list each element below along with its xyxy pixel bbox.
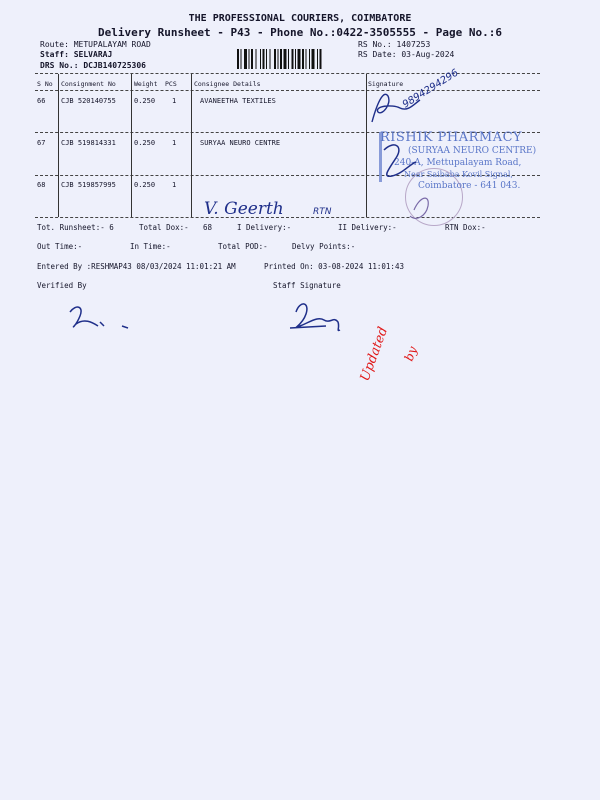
barcode-bar [270, 49, 271, 69]
staff-value: SELVARAJ [73, 50, 113, 59]
updated-note-line1: Updated [357, 325, 392, 384]
total-dox-value: 68 [203, 223, 213, 232]
barcode-bar [249, 49, 250, 69]
rs-no-value: 1407253 [396, 40, 431, 49]
route-label: Route: [40, 40, 69, 49]
row-sno: 66 [37, 97, 46, 105]
receiver-name-handwriting: V. Geerth [204, 199, 284, 219]
barcode-bar [292, 49, 294, 69]
barcode-bar [260, 49, 261, 69]
stamp-line: (SURYAA NEURO CENTRE) [408, 146, 537, 156]
rs-date-value: 03-Aug-2024 [401, 50, 455, 59]
drs-value: DCJB140725306 [83, 61, 146, 70]
rs-no-line [358, 40, 430, 49]
row-weight: 0.250 [134, 97, 156, 105]
tot-runsheet: Tot. Runsheet:- 6 [37, 223, 114, 232]
total-dox-label: Total Dox:- [139, 223, 189, 232]
row-consignment: CJB 519857995 [61, 181, 116, 189]
rs-date-line [358, 50, 454, 59]
barcode-bar [274, 49, 276, 69]
staff-label: Staff: [40, 50, 69, 59]
signature-row-66 [372, 94, 420, 122]
barcode-bar [241, 49, 242, 69]
barcode-bar [280, 49, 282, 69]
rs-date-label: RS Date: [358, 50, 397, 59]
i-delivery: I Delivery:- [237, 223, 292, 232]
verified-by-label: Verified By [37, 281, 87, 290]
out-time: Out Time:- [37, 242, 83, 251]
table-top-rule [35, 73, 540, 74]
header-pcs: PCS [165, 80, 177, 88]
pharmacy-stamp [376, 130, 556, 195]
header-signature: Signature [368, 80, 404, 88]
row-pcs: 1 [172, 139, 177, 147]
row-consignee: SURYAA NEURO CENTRE [200, 139, 281, 147]
barcode-bar [284, 49, 287, 69]
drs-label: DRS No.: [40, 61, 79, 70]
barcode-bar [295, 49, 296, 69]
barcode-bar [256, 49, 257, 69]
phone-handwriting: 9894294296 [400, 67, 461, 111]
stamp-line: RISHIK PHARMACY [380, 130, 523, 145]
barcode-bar [306, 49, 307, 69]
barcode-bar [263, 49, 265, 69]
stamp-line: Near Saibaba Kovil Signal, [404, 170, 513, 179]
staff-signature [290, 304, 340, 331]
column-divider [131, 74, 132, 217]
barcode-bar [312, 49, 315, 69]
stamp-line: 240-A, Mettupalayam Road, [394, 158, 522, 168]
row-pcs: 1 [172, 97, 177, 105]
table-header-rule [35, 90, 540, 91]
in-time: In Time:- [130, 242, 171, 251]
rs-no-label: RS No.: [358, 40, 392, 49]
staff-signature-label: Staff Signature [273, 281, 341, 290]
column-divider [191, 74, 192, 217]
staff-line [40, 50, 112, 59]
header-weight: Weight [134, 80, 158, 88]
barcode-bar [244, 49, 247, 69]
rtn-dox: RTN Dox:- [445, 223, 486, 232]
drs-line [40, 61, 146, 70]
delvy-points: Delvy Points:- [292, 242, 356, 251]
row-weight: 0.250 [134, 181, 156, 189]
barcode-bar [320, 49, 322, 69]
company-title: THE PROFESSIONAL COURIERS, COIMBATORE [188, 13, 412, 24]
row-consignee: AVANEETHA TEXTILES [200, 97, 276, 105]
table-bottom-rule [35, 217, 540, 218]
updated-note-line2: by [401, 344, 420, 364]
barcode-bar [266, 49, 267, 69]
column-divider [58, 74, 59, 217]
barcode-bar [251, 49, 253, 69]
stamp-line: Coimbatore - 641 043. [418, 181, 521, 191]
barcode-bar [288, 49, 289, 69]
entered-by: Entered By :RESHMAP43 08/03/2024 11:01:21 AM [37, 262, 236, 271]
ii-delivery: II Delivery:- [338, 223, 397, 232]
header-consignee: Consignee Details [194, 80, 261, 88]
barcode-bar [237, 49, 239, 69]
row-consignment: CJB 520140755 [61, 97, 116, 105]
verified-by-signature [70, 307, 128, 328]
runsheet-subtitle: Delivery Runsheet - P43 - Phone No.:0422-3505555 - Page No.:6 [98, 26, 502, 39]
barcode-bar [278, 49, 279, 69]
header-sno: S No [37, 80, 53, 88]
barcode-bar [309, 49, 310, 69]
rtn-handwriting: RTN [313, 207, 332, 217]
row-weight: 0.250 [134, 139, 156, 147]
barcode-bar [317, 49, 318, 69]
row-consignment: CJB 519814331 [61, 139, 116, 147]
barcode-bar [298, 49, 301, 69]
total-pod: Total POD:- [218, 242, 268, 251]
route-value: METUPALAYAM ROAD [73, 40, 151, 49]
barcode-bar [302, 49, 304, 69]
barcode-image [237, 49, 351, 69]
printed-on: Printed On: 03-08-2024 11:01:43 [264, 262, 404, 271]
header-consignment: Consignment No [61, 80, 116, 88]
column-divider [366, 74, 367, 217]
row-pcs: 1 [172, 181, 177, 189]
row-sno: 67 [37, 139, 46, 147]
row-sno: 68 [37, 181, 46, 189]
route-line [40, 40, 151, 49]
